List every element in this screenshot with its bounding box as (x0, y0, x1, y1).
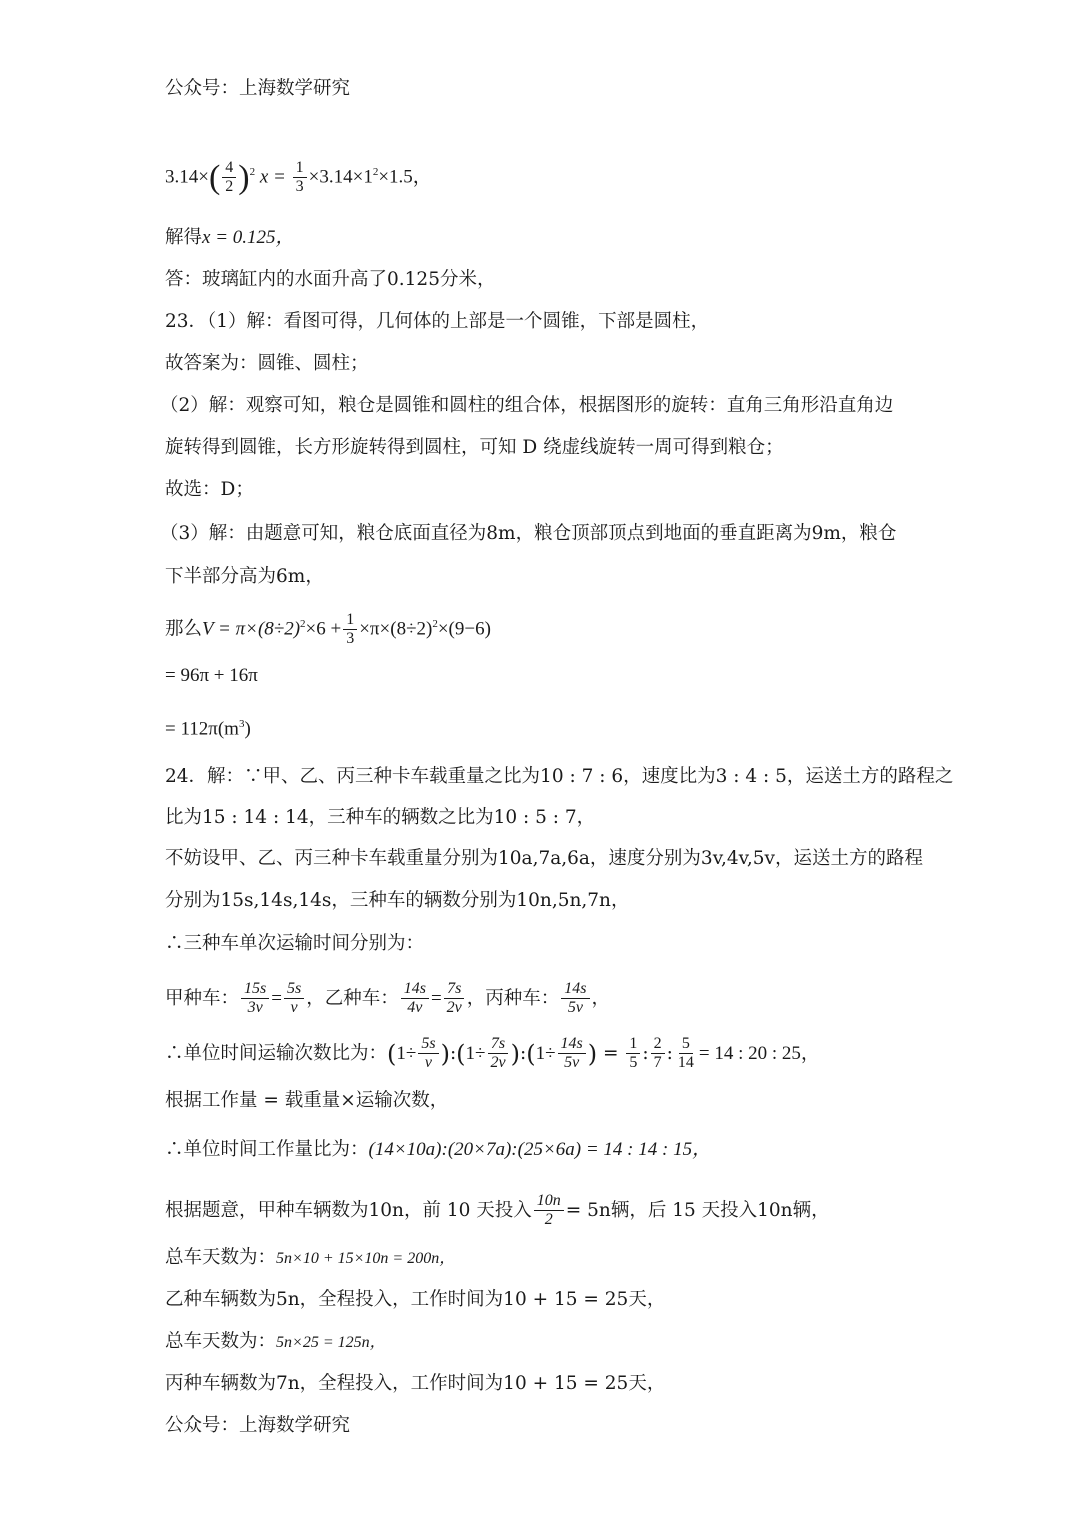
frac-num: 15s (241, 980, 269, 999)
eq-text: ×3.14×1 (308, 166, 373, 188)
eq-text: x = 0.125， (202, 227, 295, 248)
frac-den: v (290, 999, 298, 1017)
paren-right: ) (587, 1039, 598, 1068)
fraction (222, 159, 236, 197)
frac-den: 2 (544, 1211, 553, 1229)
q23-part3-b: 下半部分高为6m， (165, 566, 324, 587)
frac-num: 7s (488, 1035, 508, 1054)
fraction (293, 159, 307, 197)
text: ∴单位时间工作量比为： (165, 1139, 369, 1160)
fraction (534, 1192, 564, 1230)
fraction (401, 980, 429, 1018)
eq-text: ×(9−6) (437, 618, 491, 640)
frac-den: 3 (295, 178, 304, 196)
frac-den: 5v (567, 999, 583, 1017)
q23-part3-a: （3）解：由题意可知，粮仓底面直径为8m，粮仓顶部顶点到地面的垂直距离为9m，粮仓 (160, 523, 897, 544)
volume-equation (165, 610, 491, 649)
frac-den: 14 (677, 1054, 694, 1072)
eq-text: 5n×10 + 15×10n = 200n， (276, 1250, 456, 1267)
eq-text: V = π×(8÷2) (202, 618, 301, 640)
page-header: 公众号：上海数学研究 (165, 78, 351, 99)
frac-den: 3v (247, 999, 263, 1017)
text: 甲种车： (165, 987, 240, 1009)
fraction (487, 1035, 508, 1073)
fraction (561, 980, 589, 1018)
exponent: 2 (432, 618, 438, 630)
text: = 5n辆，后 15 天投入10n辆， (565, 1199, 830, 1221)
text: 总车天数为： (165, 1247, 277, 1268)
frac-num: 10n (534, 1192, 564, 1211)
workload-ratio (165, 1136, 711, 1164)
paren-right: ) (440, 1039, 450, 1068)
frac-den: 2 (225, 178, 234, 196)
q24-line-2: 比为15 : 14 : 14，三种车的辆数之比为10 : 5 : 7， (165, 807, 596, 828)
q23-choice: 故选：D； (165, 479, 254, 500)
exponent: 2 (372, 166, 379, 178)
q24-line-5: ∴三种车单次运输时间分别为： (165, 933, 425, 954)
fraction (626, 1035, 640, 1073)
eq-text: 5n×25 = 125n， (276, 1334, 386, 1351)
text: 总车天数为： (165, 1331, 277, 1352)
eq-text: x = (259, 166, 286, 188)
frac-num: 5s (418, 1035, 438, 1054)
eq-text: 3.14× (165, 166, 209, 188)
frac-den: 5v (564, 1054, 580, 1072)
eq-text: = 14 : 20 : 25， (698, 1042, 820, 1064)
frac-num: 5 (679, 1035, 693, 1054)
frac-den: 4v (407, 999, 423, 1017)
text: 那么 (165, 618, 203, 640)
frac-den: 7 (653, 1054, 662, 1072)
frac-num: 14s (401, 980, 429, 999)
fraction (418, 1035, 438, 1073)
frac-den: 3 (346, 630, 355, 648)
frac-num: 14s (561, 980, 589, 999)
volume-step-1: = 96π + 16π (165, 665, 258, 686)
eq-text: = (271, 987, 282, 1009)
exponent: 2 (249, 166, 256, 178)
q23-answer1: 故答案为：圆锥、圆柱； (165, 353, 369, 374)
paren-left: ( (387, 1039, 397, 1068)
truck-b-count: 乙种车辆数为5n，全程投入，工作时间为10 + 15 = 25天， (165, 1289, 666, 1310)
q23-part2-a: （2）解：观察可知，粮仓是圆锥和圆柱的组合体，根据图形的旋转：直角三角形沿直角边 (160, 395, 894, 416)
frac-den: v (424, 1054, 432, 1072)
q24-line-4: 分别为15s,14s,14s，三种车的辆数分别为10n,5n,7n， (165, 890, 630, 911)
frac-num: 1 (343, 611, 357, 630)
text: ，丙种车： (466, 987, 560, 1009)
fraction (444, 980, 465, 1018)
frac-den: 2v (446, 999, 462, 1017)
frac-num: 1 (626, 1035, 640, 1054)
paren-right: ) (510, 1039, 520, 1068)
fraction (284, 980, 304, 1018)
eq-text: ×6 + (305, 618, 342, 640)
eq-text: = (430, 987, 442, 1009)
frac-den: 5 (629, 1054, 638, 1072)
fraction (343, 611, 357, 649)
exponent: 2 (300, 618, 306, 630)
trip-count-ratio: ∴单位时间运输次数比为：(1÷ $\frac{5s}{v}$ ):(1÷ $\frac{7s}{2v}$ ):(1÷ $\frac{14s}{5v}$ ) = $\frac{1}{5}$ : $\frac{2}{7}$ : $\frac{5}{14}$ = 14 : 20 : 25， (165, 1035, 820, 1072)
eq-text: ×π×(8÷2) (359, 618, 433, 640)
exponent: 3 (238, 718, 245, 730)
frac-den: 2v (490, 1054, 506, 1072)
page-footer: 公众号：上海数学研究 (165, 1415, 351, 1436)
text: 解得 (165, 227, 203, 248)
truck-a-days (165, 1244, 455, 1273)
fraction (651, 1035, 665, 1073)
eq-text: = 112π(m (165, 718, 239, 740)
q24-line-1: 24．解：∵甲、乙、丙三种卡车载重量之比为10 : 7 : 6，速度比为3 : 4 : 5，运送土方的路程之 (165, 766, 954, 787)
frac-num: 14s (558, 1035, 586, 1054)
paren-left: ( (208, 158, 221, 196)
frac-num: 4 (222, 159, 236, 178)
eq-text: (14×10a):(20×7a):(25×6a) = 14 : 14 : 15， (368, 1139, 712, 1160)
q23-part2-b: 旋转得到圆锥，长方形旋转得到圆柱，可知 D 绕虚线旋转一周可得到粮仓； (165, 437, 784, 458)
text: ∴单位时间运输次数比为： (165, 1042, 388, 1064)
eq-text: 1÷ (535, 1042, 556, 1064)
single-trip-times (165, 980, 610, 1018)
frac-num: 7s (444, 980, 464, 999)
fraction (241, 980, 269, 1018)
eq-text: 1÷ (396, 1042, 417, 1064)
q24-line-3: 不妨设甲、乙、丙三种卡车载重量分别为10a,7a,6a，速度分别为3v,4v,5v，运送土方的路程 (165, 848, 923, 869)
eq-text: ) (244, 718, 251, 740)
frac-num: 2 (651, 1035, 665, 1054)
workload-formula: 根据工作量 = 载重量×运输次数， (165, 1090, 449, 1111)
eq-text: 1÷ (465, 1042, 486, 1064)
solution-line (165, 224, 295, 252)
paren-right: ) (238, 158, 250, 196)
paren-left: ( (526, 1039, 536, 1068)
truck-b-days (165, 1328, 386, 1357)
fraction (558, 1035, 586, 1073)
text: 根据题意，甲种车辆数为10n，前 10 天投入 (165, 1199, 532, 1221)
text: ， (591, 987, 611, 1009)
paren-left: ( (456, 1039, 466, 1068)
answer-line: 答：玻璃缸内的水面升高了0.125分米， (165, 269, 496, 290)
truck-c-count: 丙种车辆数为7n，全程投入，工作时间为10 + 15 = 25天， (165, 1373, 666, 1394)
text: ，乙种车： (306, 987, 399, 1009)
equation-line-1 (165, 158, 432, 197)
truck-a-count (165, 1192, 830, 1230)
volume-result (165, 710, 251, 743)
frac-num: 1 (293, 159, 307, 178)
q23-part1: 23．（1）解：看图可得，几何体的上部是一个圆锥，下部是圆柱， (165, 311, 710, 332)
frac-num: 5s (284, 980, 304, 999)
fraction (675, 1035, 697, 1073)
eq-text: ×1.5， (378, 166, 432, 188)
